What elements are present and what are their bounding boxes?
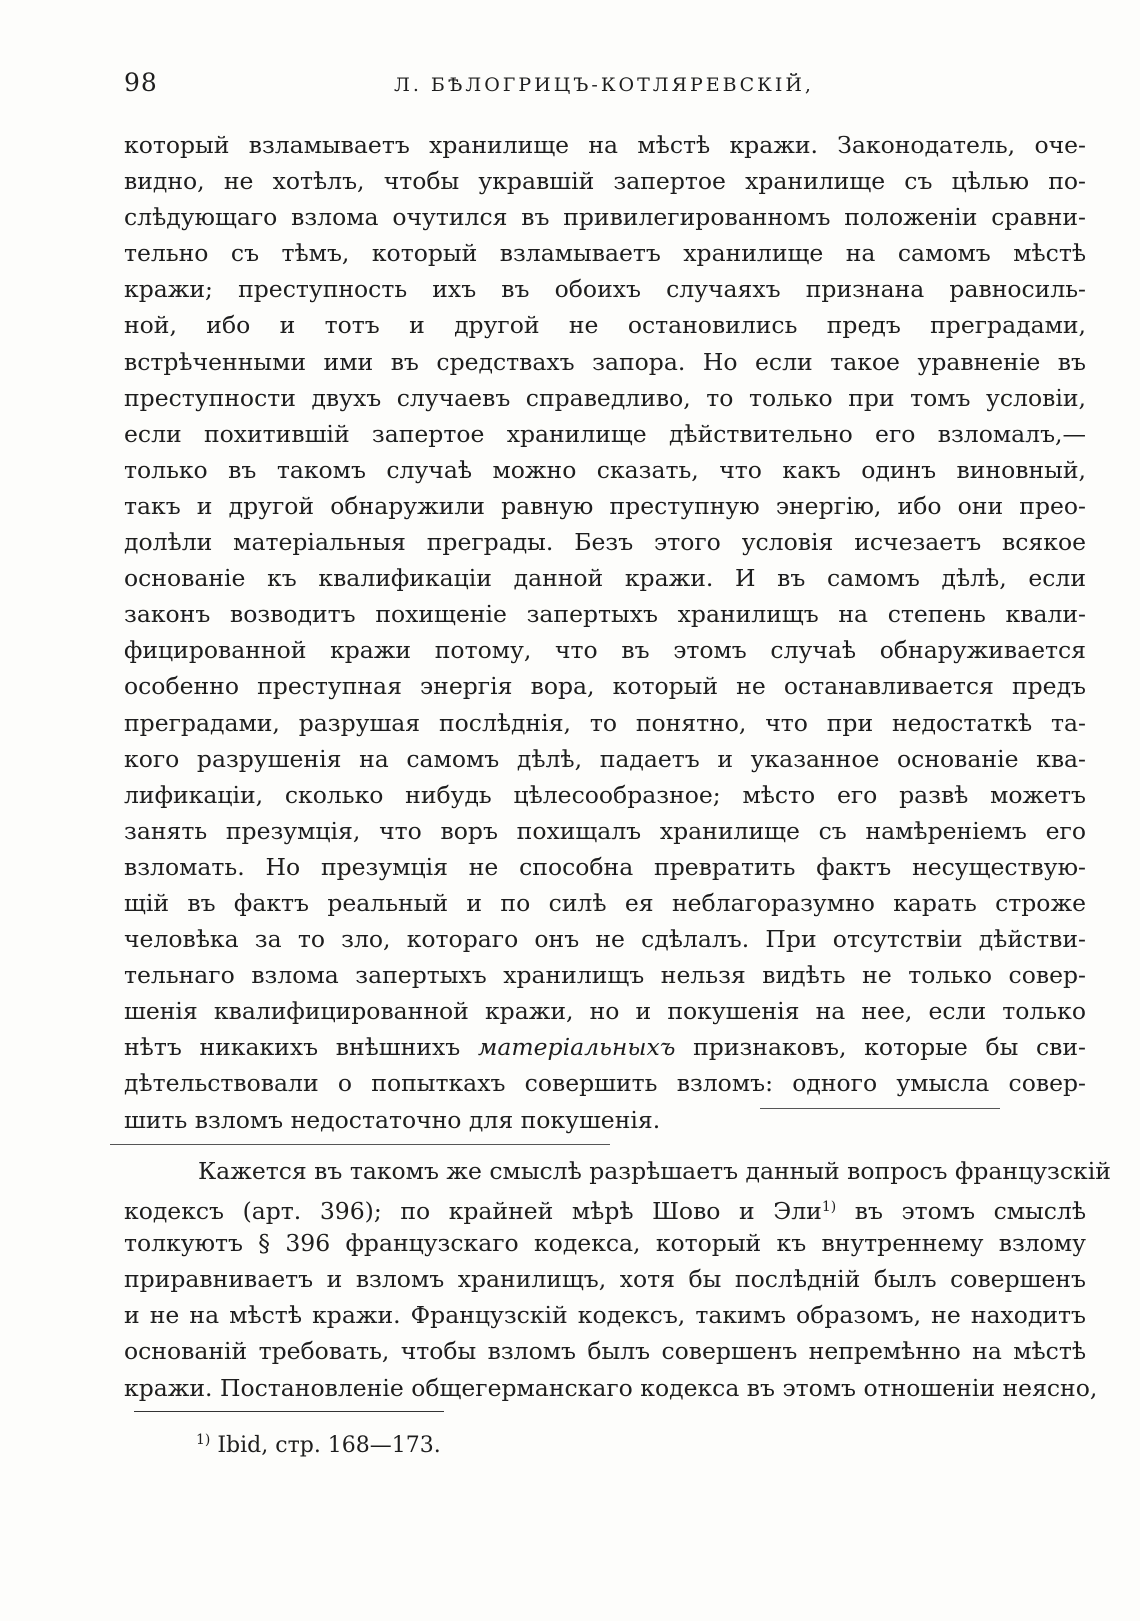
text-line: который взламываетъ хранилище на мѣстѣ кражи. Законодатель, оче- [124,131,1086,159]
text-line: тельнаго взлома запертыхъ хранилищъ нельзя видѣть не только совер- [124,961,1086,990]
footnote-reference: 1) [821,1199,837,1216]
text-line: видно, не хотѣлъ, чтобы укравшій запертое хранилище съ цѣлью по- [124,167,1086,196]
text-line: тельно съ тѣмъ, который взламываетъ хранилище на самомъ мѣстѣ [124,239,1086,268]
text-line: если похитившій запертое хранилище дѣйствительно его взломалъ,— [124,419,1086,448]
text-line: законъ возводитъ похищеніе запертыхъ хранилищъ на степень квали- [124,600,1086,629]
text-line: шенія квалифицированной кражи, но и покушенія на нее, если только [124,997,1086,1026]
text-line: лификаціи, сколько нибудь цѣлесообразное; мѣсто его развѣ можетъ [124,780,1086,809]
pencil-underline-mark [760,1108,1000,1109]
text-line: взломать. Но презумція не способна превратить фактъ несуществую- [124,852,1086,881]
text-span: признаковъ, которые бы сви- [675,1033,1086,1062]
italic-emphasis: матеріальныхъ [477,1033,676,1062]
footnote [196,1432,441,1458]
text-line: приравниваетъ и взломъ хранилищъ, хотя бы послѣдній былъ совершенъ [124,1265,1086,1294]
page-header [124,68,1086,108]
text-line: встрѣченными ими въ средствахъ запора. Но если такое уравненіе въ [124,347,1086,376]
text-line: такъ и другой обнаружили равную преступную энергію, ибо они прео- [124,491,1086,520]
text-line: преступности двухъ случаевъ справедливо, то только при томъ условіи, [124,383,1086,412]
text-line [124,1189,1086,1225]
text-line: основаніе къ квалификаціи данной кражи. И въ самомъ дѣлѣ, если [124,564,1086,593]
text-span: въ этомъ смыслѣ [836,1197,1086,1226]
text-line: слѣдующаго взлома очутился въ привилегированномъ положеніи сравни- [124,203,1086,232]
footnote-divider [134,1411,444,1412]
text-line: ной, ибо и тотъ и другой не остановились предъ преградами, [124,311,1086,340]
footnote-text: Ibid, стр. 168—173. [210,1433,441,1458]
text-line: занять презумція, что воръ похищалъ хранилище съ намѣреніемъ его [124,816,1086,845]
text-line: толкуютъ § 396 французскаго кодекса, который къ внутреннему взлому [124,1229,1086,1258]
text-line: кражи. Постановленіе общегерманскаго кодекса въ этомъ отношеніи неясно, [124,1373,1098,1402]
text-line: кого разрушенія на самомъ дѣлѣ, падаетъ и указанное основаніе ква- [124,744,1086,773]
text-line [124,1029,1086,1065]
text-line: кражи; преступность ихъ въ обоихъ случаяхъ признана равносиль- [124,275,1086,304]
text-line: и не на мѣстѣ кражи. Французскій кодексъ, такимъ образомъ, не находитъ [124,1301,1086,1330]
text-line: Кажется въ такомъ же смыслѣ разрѣшаетъ данный вопросъ французскій [198,1157,1111,1185]
text-line: особенно преступная энергія вора, который не останавливается предъ [124,672,1086,701]
body-paragraph-2 [124,1153,1111,1406]
text-line: только въ такомъ случаѣ можно сказать, что какъ одинъ виновный, [124,455,1086,484]
text-span: нѣтъ никакихъ внѣшнихъ [124,1033,478,1062]
text-span: кодексъ (арт. 396); по крайней мѣрѣ Шово и Эли [124,1197,822,1226]
footnote-marker: 1) [196,1432,211,1448]
body-paragraph-1 [124,127,1086,1138]
running-head: Л. БѢЛОГРИЦЪ-КОТЛЯРЕВСКІЙ, [394,74,814,96]
page-number: 98 [124,68,158,97]
text-line: человѣка за то зло, котораго онъ не сдѣлалъ. При отсутствіи дѣйстви- [124,925,1086,954]
text-line: основаній требовать, чтобы взломъ былъ совершенъ непремѣнно на мѣстѣ [124,1337,1086,1366]
text-line: шить взломъ недостаточно для покушенія. [124,1105,661,1134]
text-line: щій въ фактъ реальный и по силѣ ея неблагоразумно карать строже [124,888,1086,917]
text-line: преградами, разрушая послѣднія, то понятно, что при недостаткѣ та- [124,708,1086,737]
text-line: долѣли матеріальныя преграды. Безъ этого условія исчезаетъ всякое [124,528,1086,557]
pencil-underline-mark [110,1144,610,1145]
text-line: фицированной кражи потому, что въ этомъ случаѣ обнаруживается [124,636,1086,665]
text-line: дѣтельствовали о попыткахъ совершить взломъ: одного умысла совер- [124,1069,1086,1098]
